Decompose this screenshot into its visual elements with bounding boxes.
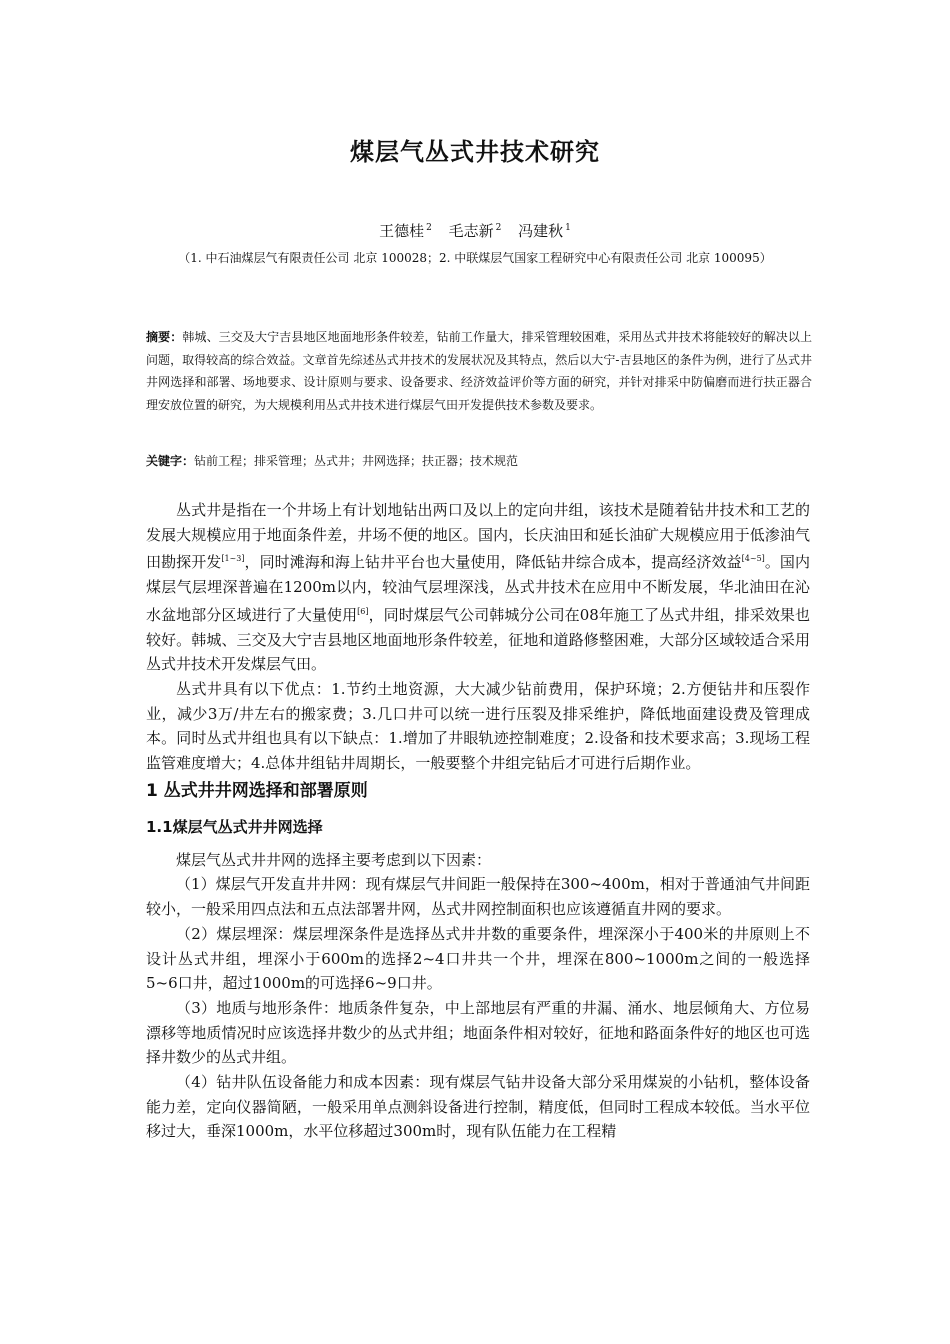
abstract-label: 摘要： bbox=[146, 330, 183, 344]
section-heading: 1 丛式井井网选择和部署原则 bbox=[146, 780, 368, 801]
author: 王德桂 $^2$ bbox=[379, 222, 432, 240]
author-list bbox=[0, 220, 950, 241]
author: 毛志新 $^2$ bbox=[448, 222, 502, 240]
paper-title: 煤层气丛式井技术研究 bbox=[350, 138, 600, 166]
body-text bbox=[146, 498, 810, 1144]
factor-item: （2）煤层埋深：煤层埋深条件是选择丛式井井数的重要条件，埋深深小于400米的井原则上不设计丛式井组，埋深小于600m的选择2~4口井共一个井，埋深在800~1000m之间的一般选择5~6口井，超过1000m的可选择6~9口井。 bbox=[146, 924, 810, 993]
paragraph-factors: 煤层气丛式井井网的选择主要考虑到以下因素： bbox=[176, 850, 492, 869]
subsection-heading: 1.1煤层气丛式井井网选择 bbox=[146, 817, 323, 836]
citation: [6] bbox=[357, 606, 369, 616]
factor-item: （1）煤层气开发直井井网：现有煤层气井间距一般保持在300~400m，相对于普通油气井间距较小，一般采用四点法和五点法部署井网，丛式井网控制面积也应该遵循直井网的要求。 bbox=[146, 875, 810, 919]
paragraph-advantages: 丛式井具有以下优点：1.节约土地资源，大大减少钻前费用，保护环境；2.方便钻井和压裂作业，减少3万/井左右的搬家费；3.几口井可以统一进行压裂及排采维护，降低地面建设费及管理成本。同时丛式井组也具有以下缺点：1.增加了井眼轨迹控制难度；2.设备和技术要求高；3.现场工程监管难度增大；4.总体井组钻井周期长，一般要整个井组完钻后才可进行后期作业。 bbox=[146, 679, 810, 773]
keywords-label: 关键字： bbox=[146, 454, 195, 468]
author: 冯建秋 $^1$ bbox=[518, 222, 571, 240]
paragraph-intro: 丛式井是指在一个井场上有计划地钻出两口及以上的定向井组，该技术是随着钻井技术和工艺的发展大规模应用于地面条件差，井场不便的地区。国内，长庆油田和延长油矿大规模应用于低渗油气田勘探开发[1~3]，同时滩海和海上钻井平台也大量使用，降低钻井综合成本，提高经济效益[4~5]。国内煤层气层埋深普遍在1200m以内，较油气层埋深浅，丛式井技术在应用中不断发展，华北油田在沁水盆地部分区域进行了大量使用[6]，同时煤层气公司韩城分公司在08年施工了丛式井组，排采效果也较好。韩城、三交及大宁吉县地区地面地形条件较差，征地和道路修整困难，大部分区域较适合采用丛式井技术开发煤层气田。 bbox=[146, 501, 810, 674]
keywords-text: 钻前工程；排采管理；丛式井；井网选择；扶正器；技术规范 bbox=[194, 454, 519, 468]
factor-item: （4）钻井队伍设备能力和成本因素：现有煤层气钻井设备大部分采用煤炭的小钻机，整体设备能力差，定向仪器简陋，一般采用单点测斜设备进行控制，精度低，但同时工程成本较低。当水平位移过大，垂深1000m，水平位移超过300m时，现有队伍能力在工程精 bbox=[146, 1073, 810, 1141]
citation: [4~5] bbox=[741, 554, 765, 564]
abstract-text: 韩城、三交及大宁吉县地区地面地形条件较差，钻前工作量大，排采管理较困难，采用丛式井技术将能较好的解决以上问题，取得较高的综合效益。文章首先综述丛式井技术的发展状况及其特点，然后以大宁-吉县地区的条件为例，进行了丛式井井网选择和部署、场地要求、设计原则与要求、设备要求、经济效益评价等方面的研究，并针对排采中防偏磨而进行扶正器合理安放位置的研究，为大规模利用丛式井技术进行煤层气田开发提供技术参数及要求。 bbox=[146, 330, 812, 412]
factor-item: （3）地质与地形条件：地质条件复杂，中上部地层有严重的井漏、涌水、地层倾角大、方位易漂移等地质情况时应该选择井数少的丛式井组；地面条件相对较好，征地和路面条件好的地区也可选择井数少的丛式井组。 bbox=[146, 998, 810, 1067]
abstract bbox=[146, 326, 812, 416]
affiliation: （1. 中石油煤层气有限责任公司 北京 100028；2. 中联煤层气国家工程研究中心有限责任公司 北京 100095） bbox=[178, 251, 772, 265]
citation: [1~3] bbox=[221, 554, 245, 564]
keywords bbox=[146, 450, 812, 472]
